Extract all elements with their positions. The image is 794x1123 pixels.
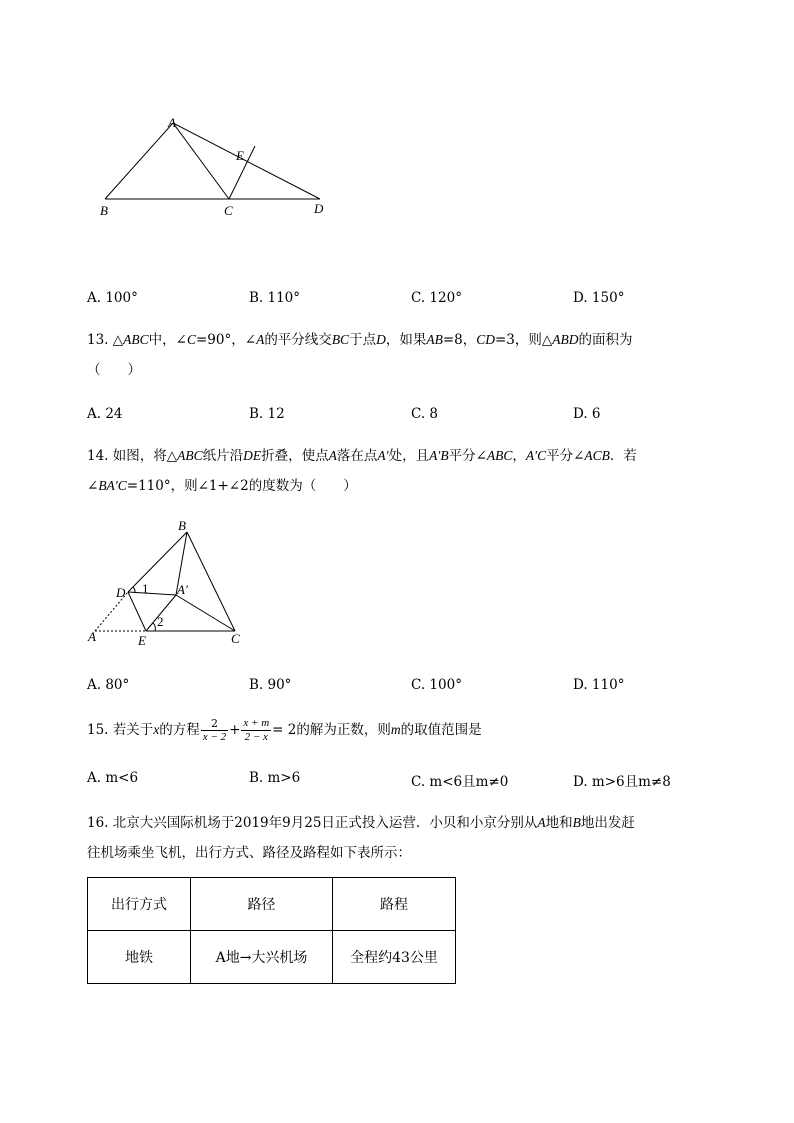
option-c[interactable]: C. m<6且m≠0 <box>411 774 509 790</box>
route-table <box>87 877 456 984</box>
option-d[interactable]: D. 6 <box>573 406 601 422</box>
table-cell: A地→大兴机场 <box>191 931 333 984</box>
q13-answer-paren: （ ） <box>87 362 141 378</box>
label-a: A <box>88 629 96 644</box>
label-a: A <box>168 115 176 130</box>
segment-ac <box>173 123 229 199</box>
label-angle-1: 1 <box>142 581 149 596</box>
table-header: 路程 <box>333 878 456 931</box>
table-cell: 地铁 <box>88 931 191 984</box>
option-d[interactable]: D. 150° <box>573 290 625 306</box>
question-number: 13. <box>87 332 109 348</box>
figure-triangle-abd <box>90 110 350 230</box>
table-row <box>88 931 456 984</box>
option-d[interactable]: D. m>6且m≠8 <box>573 774 671 790</box>
segment-ab <box>105 123 173 199</box>
q16-stem-line2: 往机场乘坐飞机，出行方式、路径及路程如下表所示： <box>87 845 411 861</box>
option-b[interactable]: B. 12 <box>249 406 285 422</box>
label-b: B <box>100 203 108 218</box>
option-c[interactable]: C. 120° <box>411 290 462 306</box>
label-a-prime: A′ <box>177 582 188 597</box>
option-a[interactable]: A. 100° <box>87 290 138 306</box>
option-a[interactable]: A. 80° <box>87 677 130 693</box>
label-c: C <box>231 631 240 646</box>
question-number: 15. <box>87 722 109 738</box>
question-number: 14. <box>87 448 109 464</box>
q14-stem-line2: ∠BA′C=110°，则∠1+∠2的度数为（ ） <box>87 478 357 494</box>
option-a[interactable]: A. 24 <box>87 406 123 422</box>
angle-1-arc <box>133 587 135 593</box>
fraction-1: $\frac{2}{x - 2}$ <box>202 717 227 743</box>
option-b[interactable]: B. 90° <box>249 677 292 693</box>
table-cell: 全程约43公里 <box>333 931 456 984</box>
label-c: C <box>224 203 233 218</box>
label-b: B <box>178 518 186 533</box>
option-d[interactable]: D. 110° <box>573 677 625 693</box>
table-header: 出行方式 <box>88 878 191 931</box>
option-a[interactable]: A. m<6 <box>87 770 139 786</box>
label-angle-2: 2 <box>157 614 164 629</box>
figure-folded-triangle <box>80 515 270 655</box>
label-e: E <box>236 148 244 163</box>
option-c[interactable]: C. 100° <box>411 677 462 693</box>
option-b[interactable]: B. 110° <box>249 290 301 306</box>
label-d: D <box>116 585 126 600</box>
table-header: 路径 <box>191 878 333 931</box>
question-number: 16. <box>87 815 109 831</box>
q13-stem: 13. △ABC中，∠C=90°，∠A的平分线交BC于点D，如果AB=8，CD=3，则△ABD的面积为 <box>87 332 633 348</box>
label-e: E <box>138 633 146 648</box>
option-c[interactable]: C. 8 <box>411 406 439 422</box>
q14-stem-line1: 14. 如图，将△ABC纸片沿DE折叠，使点A落在点A′处，且A′B平分∠ABC，A′C平分∠ACB．若 <box>87 448 637 464</box>
option-b[interactable]: B. m>6 <box>249 770 301 786</box>
q15-stem: 15. 若关于x的方程 $\frac{2}{x - 2}$ + $\frac{x + m}{2 - x}$ = 2的解为正数，则m的取值范围是 <box>87 717 482 743</box>
label-d: D <box>314 201 324 216</box>
segment-de <box>128 592 146 631</box>
q16-stem-line1: 16. 北京大兴国际机场于2019年9月25日正式投入运营．小贝和小京分别从A地和B地出发赶 <box>87 815 635 831</box>
angle-2-arc <box>153 623 155 631</box>
table-header-row <box>88 878 456 931</box>
fraction-2: $\frac{x + m}{2 - x}$ <box>243 717 270 743</box>
segment-ad <box>173 123 320 199</box>
